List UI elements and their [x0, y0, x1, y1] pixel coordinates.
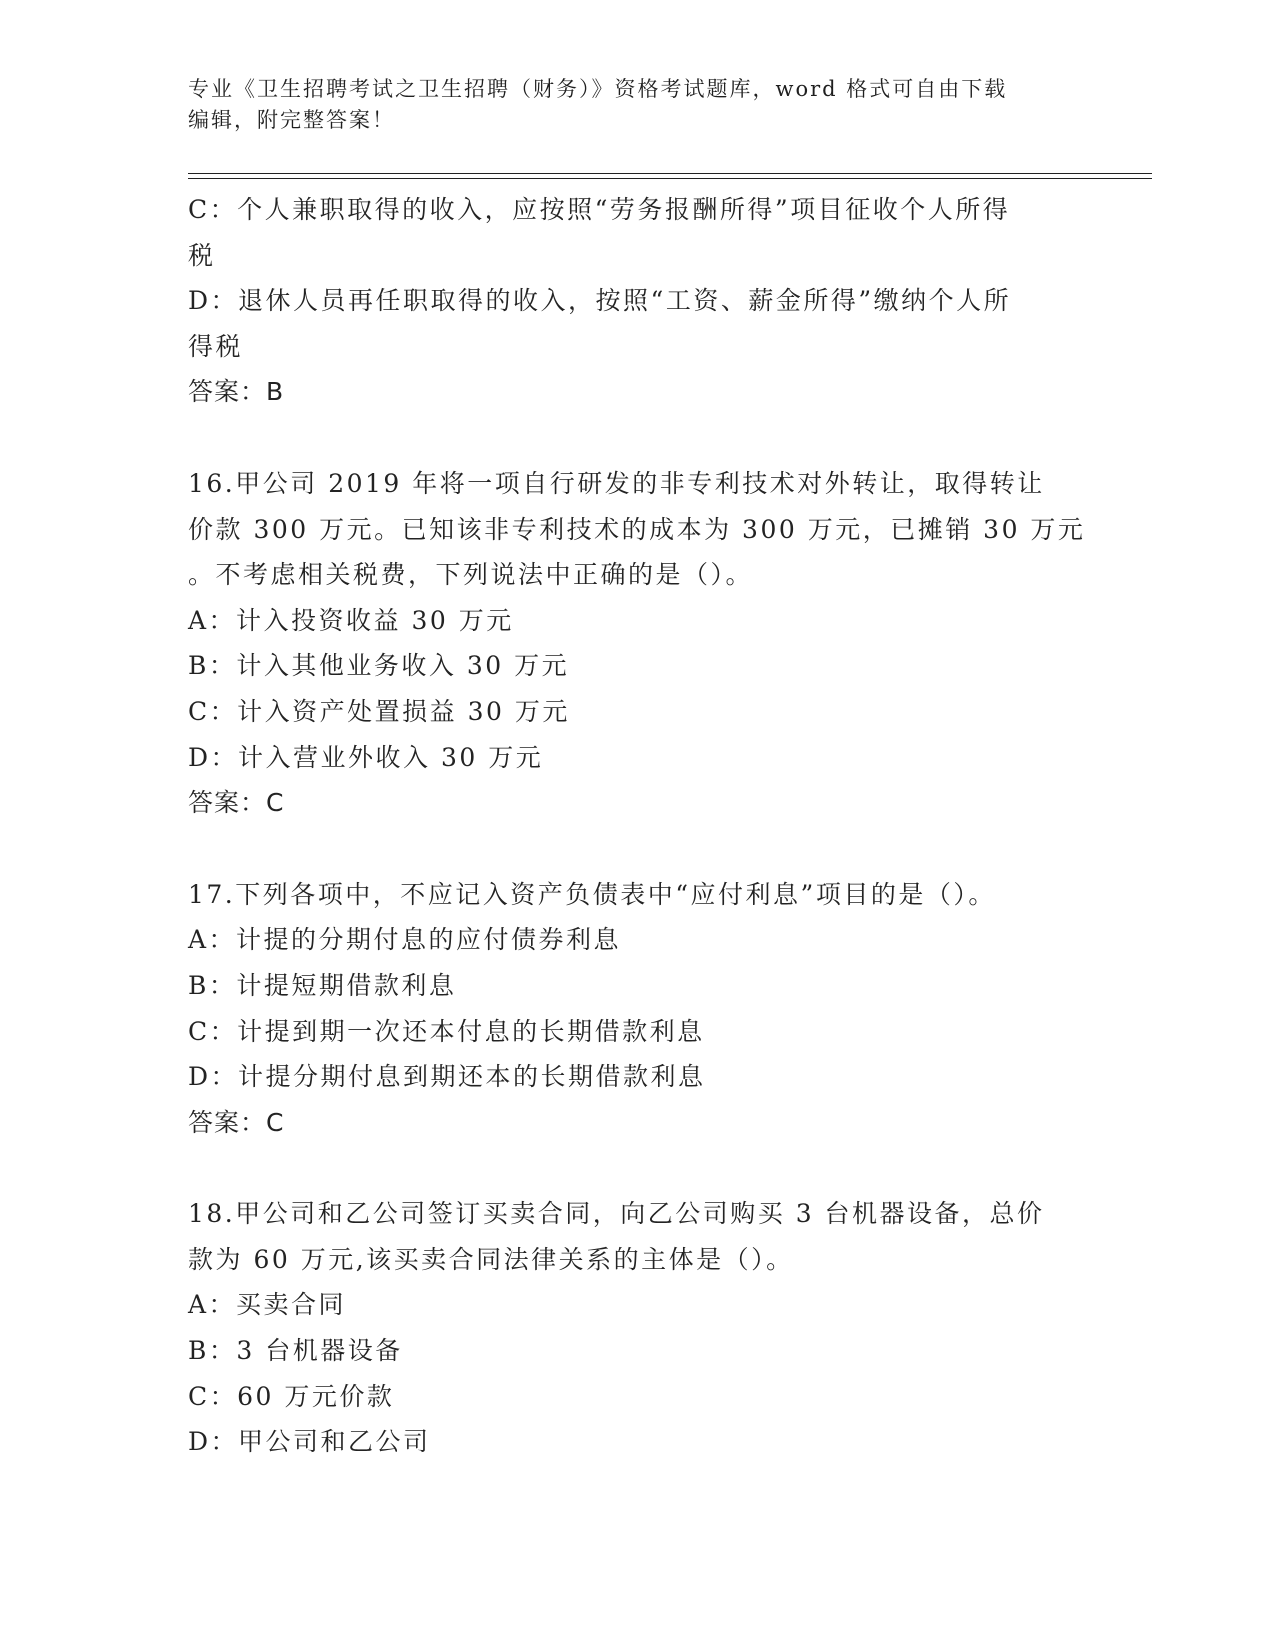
q15-answer: 答案：B — [188, 377, 285, 407]
q16-stem-line1: 16.甲公司 2019 年将一项自行研发的非专利技术对外转让，取得转让 — [188, 468, 1045, 498]
q17-option-c: C：计提到期一次还本付息的长期借款利息 — [188, 1016, 705, 1046]
q17-option-d: D：计提分期付息到期还本的长期借款利息 — [188, 1062, 706, 1092]
spacer — [188, 415, 1088, 461]
q17-option-b: B：计提短期借款利息 — [188, 970, 457, 1000]
q15-option-c-line2: 税 — [188, 240, 216, 270]
q15-option-d-line1: D：退休人员再任职取得的收入，按照“工资、薪金所得”缴纳个人所 — [188, 286, 1012, 316]
q16-stem-line3: 。不考虑相关税费，下列说法中正确的是（）。 — [188, 560, 754, 590]
q16-option-c: C：计入资产处置损益 30 万元 — [188, 696, 570, 726]
spacer — [188, 826, 1088, 872]
header-rule-bottom — [188, 178, 1152, 179]
q17-answer: 答案：C — [188, 1107, 285, 1137]
question-18 — [188, 1191, 1088, 1465]
q16-answer: 答案：C — [188, 788, 285, 818]
q16-option-d: D：计入营业外收入 30 万元 — [188, 742, 544, 772]
q18-option-d: D：甲公司和乙公司 — [188, 1427, 431, 1457]
q17-option-a: A：计提的分期付息的应付债券利息 — [188, 925, 622, 955]
question-17 — [188, 872, 1088, 1146]
header-rule-top — [188, 173, 1152, 174]
q16-option-a: A：计入投资收益 30 万元 — [188, 605, 514, 635]
document-body — [188, 187, 1088, 1465]
spacer — [188, 1145, 1088, 1191]
q17-stem-line1: 17.下列各项中，不应记入资产负债表中“应付利息”项目的是（）。 — [188, 879, 996, 909]
q18-option-b: B：3 台机器设备 — [188, 1336, 403, 1366]
q15-option-c-line1: C：个人兼职取得的收入，应按照“劳务报酬所得”项目征收个人所得 — [188, 195, 1011, 224]
q18-option-c: C：60 万元价款 — [188, 1381, 395, 1411]
question-16 — [188, 461, 1088, 826]
q18-stem-line1: 18.甲公司和乙公司签订买卖合同，向乙公司购买 3 台机器设备，总价 — [188, 1199, 1045, 1229]
header-line-1: 专业《卫生招聘考试之卫生招聘（财务）》资格考试题库，word 格式可自由下载 — [188, 77, 1008, 101]
document-header — [188, 74, 1068, 136]
q18-stem-line2: 款为 60 万元,该买卖合同法律关系的主体是（）。 — [188, 1244, 794, 1274]
q16-option-b: B：计入其他业务收入 30 万元 — [188, 651, 570, 681]
question-15-tail — [188, 187, 1088, 415]
q18-option-a: A：买卖合同 — [188, 1290, 347, 1320]
q15-option-d-line2: 得税 — [188, 331, 244, 361]
header-line-2: 编辑，附完整答案！ — [188, 108, 395, 132]
q16-stem-line2: 价款 300 万元。已知该非专利技术的成本为 300 万元，已摊销 30 万元 — [188, 514, 1086, 544]
